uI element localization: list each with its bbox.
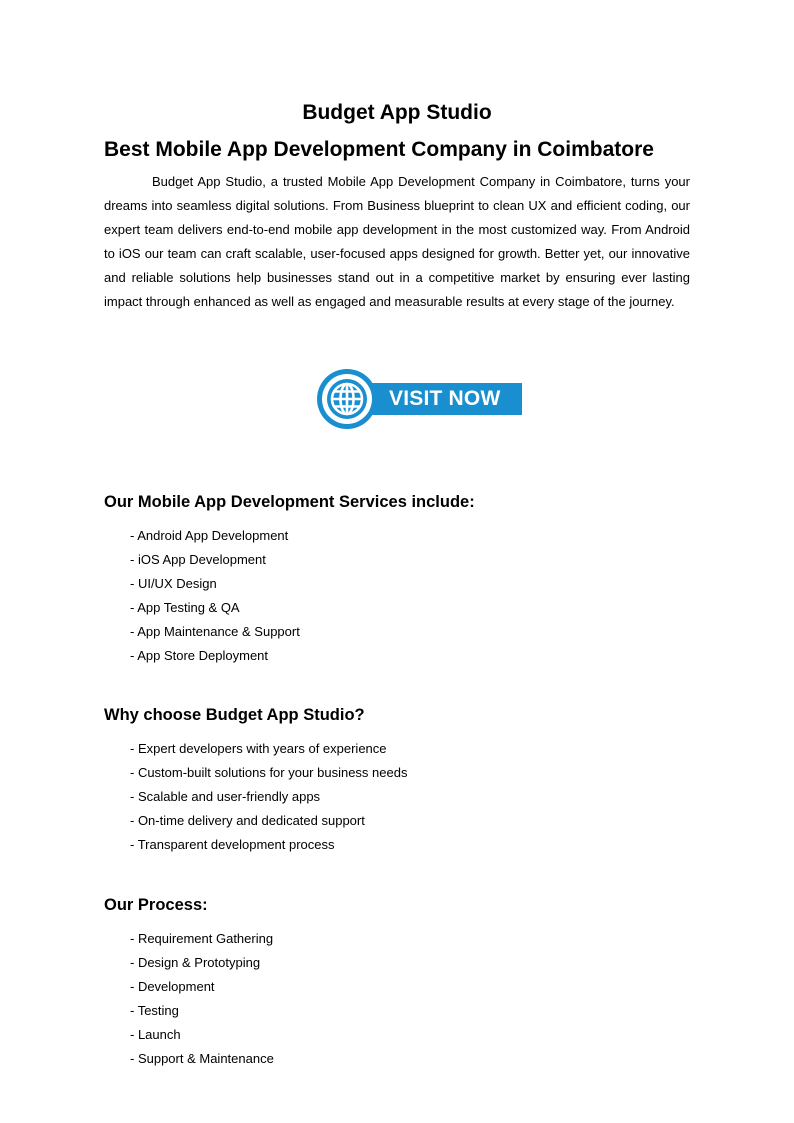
list-item: - Requirement Gathering (130, 931, 274, 946)
list-item: - Scalable and user-friendly apps (130, 789, 321, 804)
list-item: - Development (130, 979, 215, 994)
visit-now-button[interactable] (316, 368, 522, 430)
process-list (130, 927, 274, 1071)
list-item: - On-time delivery and dedicated support (130, 813, 365, 828)
document-subtitle: Best Mobile App Development Company in Coimbatore (104, 138, 654, 161)
document-title: Budget App Studio (302, 101, 492, 124)
list-item: - Transparent development process (130, 837, 335, 852)
list-item: - App Maintenance & Support (130, 624, 300, 639)
list-item: - Android App Development (130, 528, 289, 543)
why-choose-heading: Why choose Budget App Studio? (104, 706, 365, 724)
services-list (130, 524, 300, 668)
visit-now-label[interactable]: VISIT NOW (389, 387, 501, 410)
list-item: - Custom-built solutions for your business needs (130, 765, 408, 780)
list-item: - App Store Deployment (130, 648, 269, 663)
list-item: - UI/UX Design (130, 576, 217, 591)
list-item: - Launch (130, 1027, 181, 1042)
services-heading: Our Mobile App Development Services include: (104, 493, 475, 511)
process-heading: Our Process: (104, 896, 208, 914)
list-item: - iOS App Development (130, 552, 266, 567)
globe-icon[interactable] (316, 368, 378, 430)
list-item: - Expert developers with years of experience (130, 741, 387, 756)
intro-paragraph: Budget App Studio, a trusted Mobile App Development Company in Coimbatore, turns your dreams into seamless digital solutions. From Business blueprint to clean UX and efficient coding, our expert team delivers end-to-end mobile app development in the most customized way. From Android to iOS our team can craft scalable, user-focused apps designed for growth. Better yet, our innovative and reliable solutions help businesses stand out in a competitive market by ensuring ever lasting impact through enhanced as well as engaged and measurable results at every stage of the journey. (104, 174, 690, 309)
list-item: - Design & Prototyping (130, 955, 261, 970)
list-item: - Support & Maintenance (130, 1051, 274, 1066)
why-choose-list (130, 737, 407, 857)
list-item: - Testing (130, 1003, 179, 1018)
list-item: - App Testing & QA (130, 600, 240, 615)
